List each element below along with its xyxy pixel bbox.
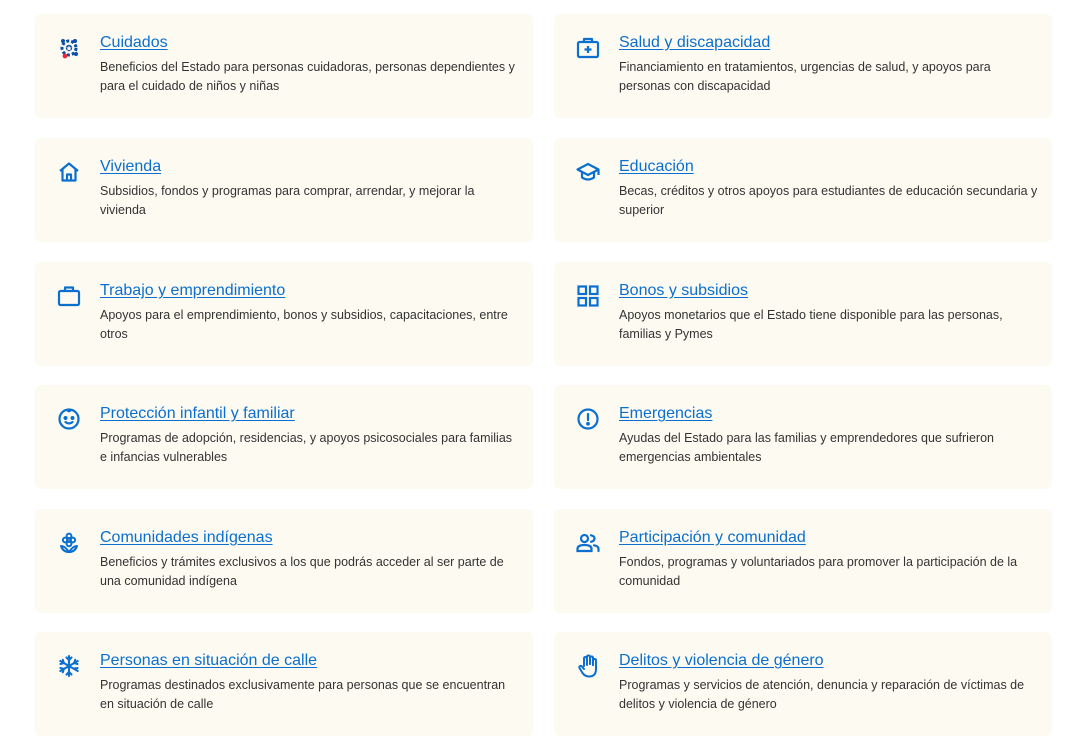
card-cuidados[interactable] xyxy=(35,14,533,118)
card-situacion-calle[interactable] xyxy=(35,632,533,736)
card-description: Ayudas del Estado para las familias y emprendedores que sufrieron emergencias ambientales xyxy=(619,431,994,464)
card-bonos[interactable] xyxy=(554,262,1052,366)
people-icon xyxy=(574,529,602,557)
card-description: Beneficios y trámites exclusivos a los que podrás acceder al ser parte de una comunidad indígena xyxy=(100,555,504,588)
card-vivienda[interactable] xyxy=(35,138,533,242)
card-description: Financiamiento en tratamientos, urgencias de salud, y apoyos para personas con discapacidad xyxy=(619,60,991,93)
graduation-cap-icon xyxy=(574,158,602,186)
alert-icon xyxy=(574,405,602,433)
card-title-link[interactable]: Educación xyxy=(619,158,694,175)
card-description: Programas de adopción, residencias, y apoyos psicosociales para familias e infancias vulnerables xyxy=(100,431,513,464)
card-title-link[interactable]: Cuidados xyxy=(100,34,168,51)
grid-icon xyxy=(574,282,602,310)
cuidados-logo-icon xyxy=(55,34,83,62)
medical-kit-icon xyxy=(574,34,602,62)
flower-icon xyxy=(55,529,83,557)
card-description: Apoyos para el emprendimiento, bonos y subsidios, capacitaciones, entre otros xyxy=(100,308,508,341)
card-comunidades[interactable] xyxy=(35,509,533,613)
card-description: Programas destinados exclusivamente para personas que se encuentran en situación de calle xyxy=(100,678,506,711)
child-face-icon xyxy=(55,405,83,433)
card-description: Beneficios del Estado para personas cuidadoras, personas dependientes y para el cuidado de niños y niñas xyxy=(100,60,515,93)
card-participacion[interactable] xyxy=(554,509,1052,613)
card-educacion[interactable] xyxy=(554,138,1052,242)
card-delitos[interactable] xyxy=(554,632,1052,736)
card-title-link[interactable]: Trabajo y emprendimiento xyxy=(100,282,286,299)
card-proteccion[interactable] xyxy=(35,385,533,489)
card-title-link[interactable]: Protección infantil y familiar xyxy=(100,405,295,422)
briefcase-icon xyxy=(55,282,83,310)
card-emergencias[interactable] xyxy=(554,385,1052,489)
card-trabajo[interactable] xyxy=(35,262,533,366)
card-title-link[interactable]: Emergencias xyxy=(619,405,713,422)
card-title-link[interactable]: Personas en situación de calle xyxy=(100,652,318,669)
card-title-link[interactable]: Vivienda xyxy=(100,158,162,175)
card-title-link[interactable]: Delitos y violencia de género xyxy=(619,652,824,669)
card-title-link[interactable]: Salud y discapacidad xyxy=(619,34,771,51)
card-title-link[interactable]: Participación y comunidad xyxy=(619,529,806,546)
raised-hand-icon xyxy=(574,652,602,680)
card-title-link[interactable]: Comunidades indígenas xyxy=(100,529,273,546)
card-description: Programas y servicios de atención, denuncia y reparación de víctimas de delitos y violencia de género xyxy=(619,678,1025,711)
card-description: Subsidios, fondos y programas para comprar, arrendar, y mejorar la vivienda xyxy=(100,184,475,217)
snowflake-icon xyxy=(55,652,83,680)
house-icon xyxy=(55,158,83,186)
card-title-link[interactable]: Bonos y subsidios xyxy=(619,282,748,299)
card-description: Apoyos monetarios que el Estado tiene disponible para las personas, familias y Pymes xyxy=(619,308,1003,341)
card-description: Becas, créditos y otros apoyos para estudiantes de educación secundaria y superior xyxy=(619,184,1038,217)
card-description: Fondos, programas y voluntariados para promover la participación de la comunidad xyxy=(619,555,1018,588)
card-salud[interactable] xyxy=(554,14,1052,118)
